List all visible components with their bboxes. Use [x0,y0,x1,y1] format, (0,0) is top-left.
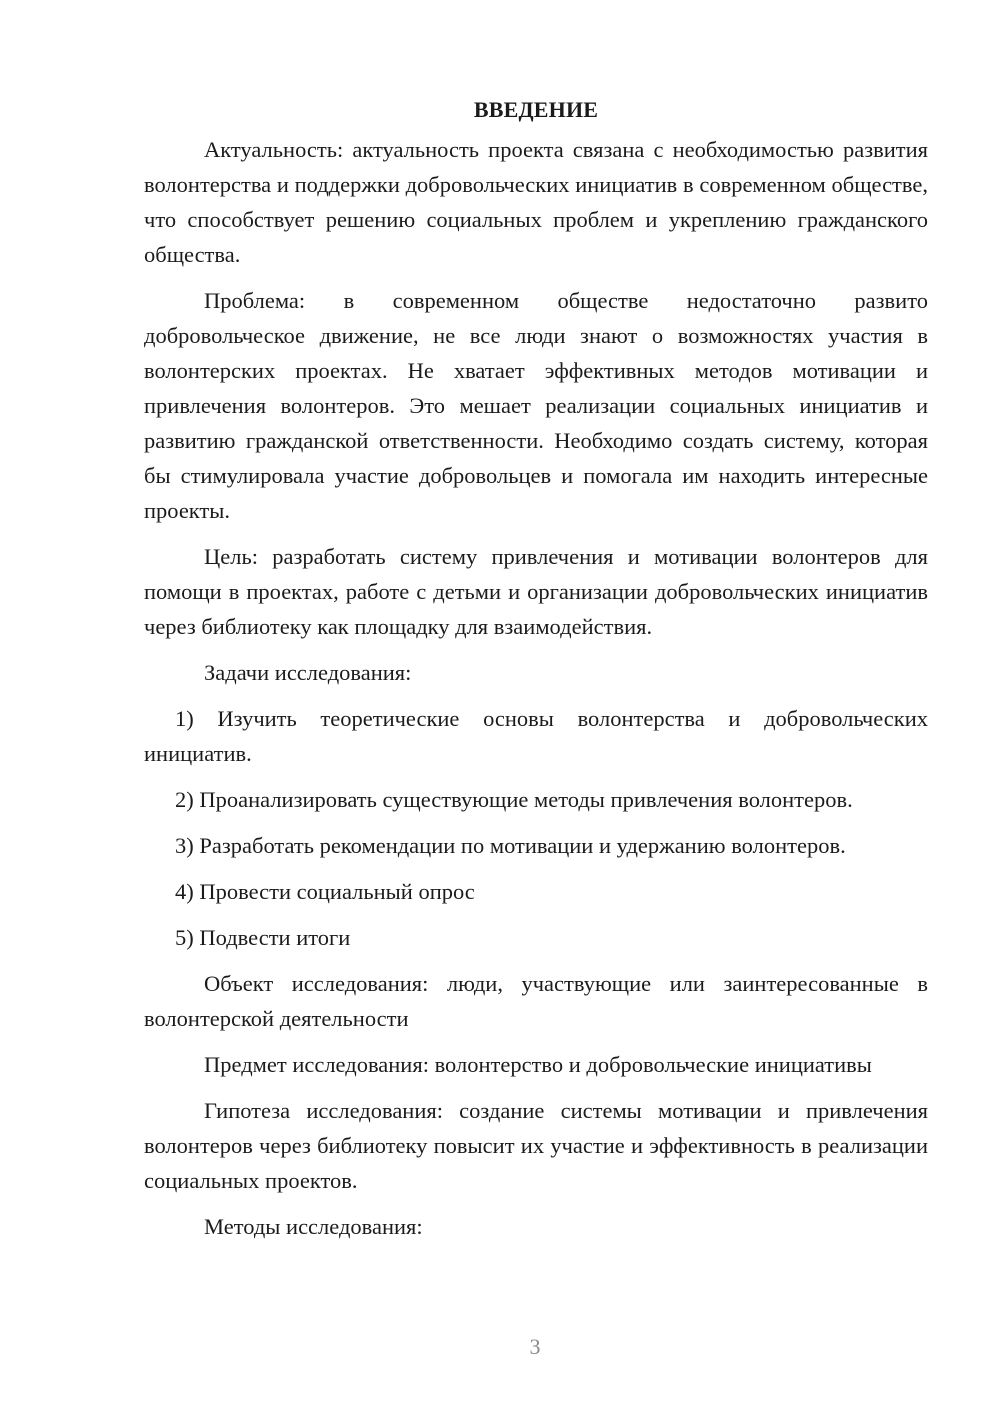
paragraph-tasks-heading: Задачи исследования: [204,660,412,685]
paragraph-hypothesis: Гипотеза исследования: создание системы мотивации и привлечения волонтеров через библиотеку повысит их участие и эффективность в реализации социальных проектов. [144,1098,928,1193]
task-item-1: 1) Изучить теоретические основы волонтерства и добровольческих инициатив. [144,706,928,766]
paragraph-methods: Методы исследования: [204,1214,423,1239]
page-title: ВВЕДЕНИЕ [473,97,599,122]
paragraph-problem: Проблема: в современном обществе недостаточно развито добровольческое движение, не все люди знают о возможностях участия в волонтерских проектах. Не хватает эффективных методов мотивации и привлечения волонтеров. Это мешает реализации социальных инициатив и развитию гражданской ответственности. Необходимо создать систему, которая бы стимулировала участие добровольцев и помогала им находить интересные проекты. [144,288,928,523]
document-page [144,92,928,1255]
paragraph-relevance: Актуальность: актуальность проекта связана с необходимостью развития волонтерства и поддержки добровольческих инициатив в современном обществе, что способствует решению социальных проблем и укреплению гражданского общества. [144,137,928,267]
paragraph-object: Объект исследования: люди, участвующие или заинтересованные в волонтерской деятельности [144,971,928,1031]
task-item-3: 3) Разработать рекомендации по мотивации и удержанию волонтеров. [175,833,846,858]
paragraph-subject: Предмет исследования: волонтерство и добровольческие инициативы [204,1052,872,1077]
page-number: 3 [529,1334,541,1359]
task-item-2: 2) Проанализировать существующие методы привлечения волонтеров. [175,787,853,812]
task-item-5: 5) Подвести итоги [175,925,351,950]
paragraph-goal: Цель: разработать систему привлечения и мотивации волонтеров для помощи в проектах, работе с детьми и организации добровольческих инициатив через библиотеку как площадку для взаимодействия. [144,544,928,639]
task-item-4: 4) Провести социальный опрос [175,879,475,904]
